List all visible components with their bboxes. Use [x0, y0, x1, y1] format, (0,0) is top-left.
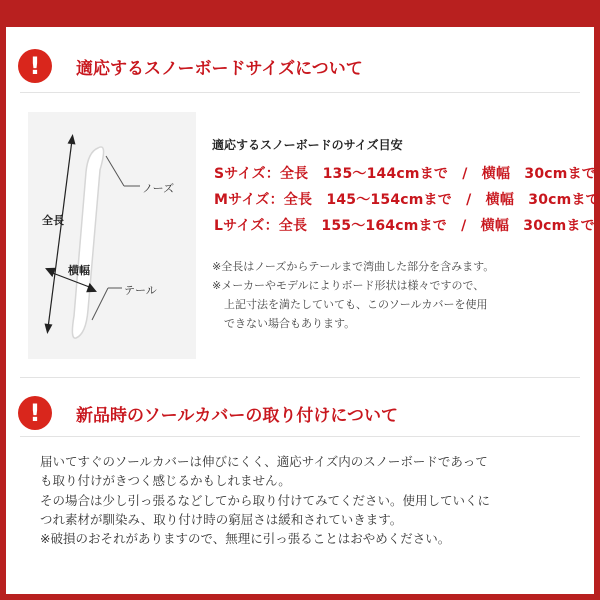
- section-title-size: 適応するスノーボードサイズについて: [76, 58, 363, 79]
- install-text-line-5: ※破損のおそれがありますので、無理に引っ張ることはおやめください。: [40, 531, 451, 546]
- install-text-line-4: つれ素材が馴染み、取り付け時の窮屈さは緩和されていきます。: [40, 512, 403, 527]
- exclamation-icon: !: [18, 49, 52, 83]
- install-text-line-3: その場合は少し引っ張るなどしてから取り付けてみてください。使用していくに: [40, 493, 491, 508]
- nose-label: ノーズ: [142, 182, 175, 195]
- note-line-1: ※全長はノーズからテールまで湾曲した部分を含みます。: [212, 260, 495, 273]
- section-divider: [20, 92, 580, 93]
- section-divider: [20, 436, 580, 437]
- tail-label: テール: [124, 284, 157, 297]
- width-label: 横幅: [68, 264, 90, 277]
- install-text-line-1: 届いてすぐのソールカバーは伸びにくく、適応サイズ内のスノーボードであって: [40, 454, 488, 469]
- exclamation-icon: !: [18, 396, 52, 430]
- snowboard-illustration: [28, 112, 196, 359]
- section-header-size: [18, 46, 363, 86]
- section-title-install: 新品時のソールカバーの取り付けについて: [76, 405, 398, 426]
- section-divider: [20, 377, 580, 378]
- install-text-line-2: も取り付けがきつく感じるかもしれません。: [40, 473, 291, 488]
- size-guide-title: 適応するスノーボードのサイズ目安: [212, 138, 403, 152]
- board-outline-shape: [72, 147, 103, 338]
- section-header-install: [18, 393, 398, 433]
- length-label: 全長: [42, 214, 64, 227]
- note-line-3: 上記寸法を満たしていても、このソールカバーを使用: [224, 298, 488, 311]
- board-diagram: [28, 112, 196, 359]
- note-line-2: ※メーカーやモデルによりボード形状は様々ですので、: [212, 279, 485, 292]
- size-row-s: Sサイズ：全長 135〜144cmまで / 横幅 30cmまで: [214, 166, 596, 182]
- size-row-m: Mサイズ：全長 145〜154cmまで / 横幅 30cmまで: [214, 192, 600, 208]
- note-line-4: できない場合もあります。: [224, 317, 356, 330]
- size-row-l: Lサイズ：全長 155〜164cmまで / 横幅 30cmまで: [214, 218, 595, 234]
